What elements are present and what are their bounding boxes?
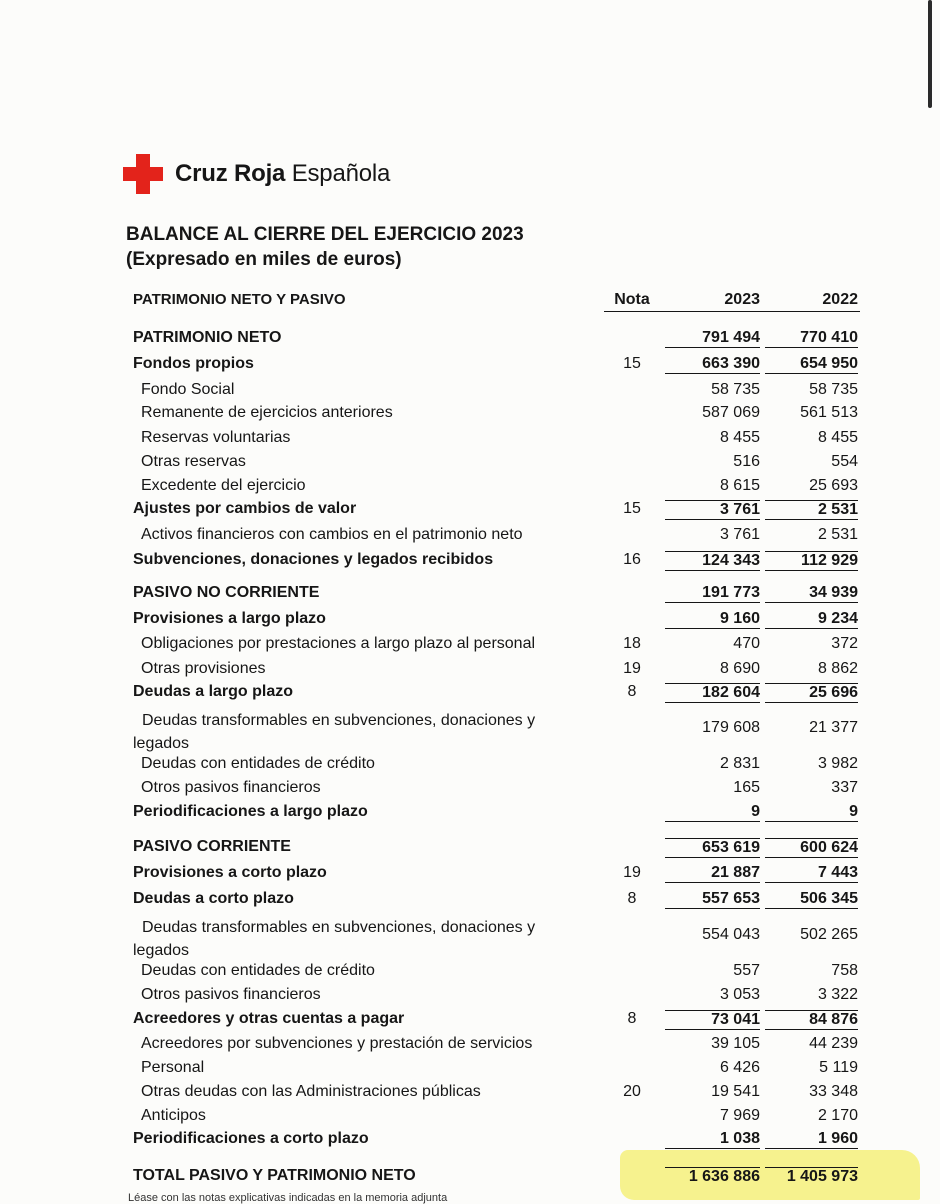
row-value-2022: 337: [831, 779, 858, 796]
table-row: [0, 524, 940, 548]
row-value-2023: 58 735: [711, 381, 760, 398]
row-label: Otras provisiones: [141, 660, 266, 677]
row-value-2023: 516: [733, 453, 760, 470]
row-value-2023: 8 455: [719, 429, 760, 446]
row-value-2022: 2 170: [817, 1107, 858, 1124]
row-value-2023: 470: [733, 635, 760, 652]
row-value-2022: 8 862: [817, 660, 858, 677]
col-2022: 2022: [822, 291, 858, 308]
row-value-2023: 8 690: [719, 660, 760, 677]
row-value-2023: 9: [665, 803, 760, 822]
table-row: [0, 549, 940, 573]
row-label: Fondo Social: [141, 381, 235, 398]
row-value-2022: 1 405 973: [765, 1167, 858, 1186]
document-title: [126, 222, 524, 272]
row-value-2023: 791 494: [665, 329, 760, 348]
table-header: [0, 289, 940, 313]
row-value-2023: 191 773: [665, 584, 760, 603]
row-value-2023: 3 761: [719, 526, 760, 543]
row-nota: 15: [623, 500, 641, 517]
total-row: [0, 1165, 940, 1189]
table-row: [0, 1008, 940, 1032]
row-value-2022: 502 265: [800, 926, 858, 943]
table-row: [0, 1081, 940, 1105]
row-value-2022: 654 950: [765, 355, 858, 374]
row-label-part: legados: [133, 735, 190, 752]
row-value-2022: 34 939: [765, 584, 858, 603]
row-label: TOTAL PASIVO Y PATRIMONIO NETO: [133, 1167, 416, 1184]
row-value-2022: 9 234: [765, 610, 858, 629]
table-row: [0, 681, 940, 705]
row-label: [133, 709, 535, 755]
table-row: [0, 836, 940, 860]
row-value-2023: 1 636 886: [665, 1167, 760, 1186]
row-nota: 8: [627, 1010, 637, 1027]
row-value-2023: 19 541: [711, 1083, 760, 1100]
table-row: [0, 801, 940, 825]
row-label: Obligaciones por prestaciones a largo plazo al personal: [141, 635, 536, 652]
row-value-2023: 182 604: [665, 683, 760, 703]
row-value-2022: 561 513: [800, 404, 858, 421]
table-row: [0, 608, 940, 632]
row-value-2022: 1 960: [765, 1130, 858, 1149]
org-logo: [123, 154, 390, 194]
table-row: [0, 753, 940, 777]
row-label: Provisiones a corto plazo: [133, 864, 327, 881]
row-value-2022: 8 455: [817, 429, 858, 446]
table-row: [0, 960, 940, 984]
row-value-2023: 663 390: [665, 355, 760, 374]
table-row: [0, 1033, 940, 1057]
row-value-2022: 600 624: [765, 838, 858, 858]
row-label: Periodificaciones a largo plazo: [133, 803, 368, 820]
row-value-2023: 1 038: [665, 1130, 760, 1149]
col-nota: Nota: [614, 291, 650, 308]
row-label: PASIVO CORRIENTE: [133, 838, 291, 855]
row-value-2022: 112 929: [765, 551, 858, 571]
table-row: [0, 327, 940, 351]
row-nota: 19: [623, 864, 641, 881]
row-label: Otros pasivos financieros: [141, 986, 321, 1003]
row-value-2022: 25 693: [809, 477, 858, 494]
row-value-2023: 557 653: [665, 890, 760, 909]
row-value-2022: 9: [765, 803, 858, 822]
row-label: Otros pasivos financieros: [141, 779, 321, 796]
row-label: Subvenciones, donaciones y legados recibidos: [133, 551, 494, 568]
table-row: [0, 379, 940, 403]
row-value-2022: 3 982: [817, 755, 858, 772]
row-value-2022: 33 348: [809, 1083, 858, 1100]
row-value-2023: 8 615: [719, 477, 760, 494]
header-rule: [604, 311, 860, 312]
table-row: [0, 582, 940, 606]
table-row: [0, 984, 940, 1008]
title-line-2: (Expresado en miles de euros): [126, 249, 402, 270]
row-label: Acreedores y otras cuentas a pagar: [133, 1010, 405, 1027]
row-label: Deudas con entidades de crédito: [141, 755, 375, 772]
row-value-2023: 2 831: [719, 755, 760, 772]
row-label-part: Deudas transformables en subvenciones, donaciones y: [142, 712, 536, 729]
table-row: [0, 353, 940, 377]
row-label: Anticipos: [141, 1107, 206, 1124]
row-value-2022: 554: [831, 453, 858, 470]
row-nota: 8: [627, 890, 637, 907]
row-value-2023: 21 887: [665, 864, 760, 883]
row-nota: 8: [627, 683, 637, 700]
row-nota: 18: [623, 635, 641, 652]
table-row: [0, 498, 940, 522]
row-value-2023: 39 105: [711, 1035, 760, 1052]
table-row: [0, 402, 940, 426]
row-label: Activos financieros con cambios en el patrimonio neto: [141, 526, 523, 543]
row-label: Ajustes por cambios de valor: [133, 500, 357, 517]
org-name: Cruz Roja Española: [175, 160, 391, 187]
row-label: Deudas con entidades de crédito: [141, 962, 375, 979]
row-value-2022: 506 345: [765, 890, 858, 909]
row-value-2022: 5 119: [819, 1059, 858, 1076]
row-value-2023: 7 969: [719, 1107, 760, 1124]
row-nota: 16: [623, 551, 641, 568]
table-row: [0, 451, 940, 475]
row-value-2022: 372: [831, 635, 858, 652]
row-label: Deudas a largo plazo: [133, 683, 294, 700]
row-label: Excedente del ejercicio: [141, 477, 306, 494]
row-value-2022: 3 322: [817, 986, 858, 1003]
row-label: Provisiones a largo plazo: [133, 610, 326, 627]
red-cross-icon: [123, 154, 163, 194]
row-value-2023: 165: [733, 779, 760, 796]
table-row: [0, 1105, 940, 1129]
row-value-2023: 9 160: [665, 610, 760, 629]
row-label: Otras deudas con las Administraciones públicas: [141, 1083, 481, 1100]
row-value-2023: 73 041: [665, 1010, 760, 1030]
row-value-2023: 3 053: [719, 986, 760, 1003]
col-2023: 2023: [724, 291, 760, 308]
row-label: Periodificaciones a corto plazo: [133, 1130, 369, 1147]
row-value-2022: 2 531: [817, 526, 858, 543]
row-label-part: Deudas transformables en subvenciones, donaciones y: [142, 919, 536, 936]
page-edge-bar: [928, 0, 932, 108]
row-label: Deudas a corto plazo: [133, 890, 294, 907]
footnote: Léase con las notas explicativas indicadas en la memoria adjunta: [128, 1192, 448, 1204]
row-value-2023: 3 761: [665, 500, 760, 520]
row-label: Remanente de ejercicios anteriores: [141, 404, 393, 421]
row-value-2023: 653 619: [665, 838, 760, 858]
table-row: [0, 777, 940, 801]
table-row: [0, 427, 940, 451]
row-value-2022: 770 410: [765, 329, 858, 348]
table-row: [0, 914, 940, 960]
row-label: Fondos propios: [133, 355, 254, 372]
row-value-2023: 179 608: [702, 719, 760, 736]
row-value-2023: 557: [733, 962, 760, 979]
row-value-2022: 58 735: [809, 381, 858, 398]
row-nota: 15: [623, 355, 641, 372]
row-value-2022: 21 377: [809, 719, 858, 736]
row-value-2023: 6 426: [719, 1059, 760, 1076]
table-row: [0, 888, 940, 912]
table-row: [0, 1057, 940, 1081]
row-label: Otras reservas: [141, 453, 246, 470]
table-row: [0, 633, 940, 657]
row-label: PATRIMONIO NETO: [133, 329, 282, 346]
table-row: [0, 862, 940, 886]
row-label-part: legados: [133, 942, 190, 959]
row-value-2022: 2 531: [765, 500, 858, 520]
row-label: PASIVO NO CORRIENTE: [133, 584, 320, 601]
row-label: Acreedores por subvenciones y prestación de servicios: [141, 1035, 533, 1052]
row-value-2023: 124 343: [665, 551, 760, 571]
row-nota: 20: [623, 1083, 641, 1100]
row-label: Personal: [141, 1059, 205, 1076]
table-row: [0, 658, 940, 682]
row-value-2022: 25 696: [765, 683, 858, 703]
row-label: Reservas voluntarias: [141, 429, 291, 446]
row-value-2022: 84 876: [765, 1010, 858, 1030]
row-label: [133, 916, 535, 962]
table-row: [0, 475, 940, 499]
section-label: PATRIMONIO NETO Y PASIVO: [133, 291, 346, 308]
row-value-2022: 44 239: [809, 1035, 858, 1052]
title-line-1: BALANCE AL CIERRE DEL EJERCICIO 2023: [126, 224, 524, 245]
row-value-2023: 587 069: [702, 404, 760, 421]
row-value-2022: 758: [831, 962, 858, 979]
row-value-2023: 554 043: [702, 926, 760, 943]
table-row: [0, 707, 940, 753]
row-nota: 19: [623, 660, 641, 677]
row-value-2022: 7 443: [765, 864, 858, 883]
table-row: [0, 1128, 940, 1152]
